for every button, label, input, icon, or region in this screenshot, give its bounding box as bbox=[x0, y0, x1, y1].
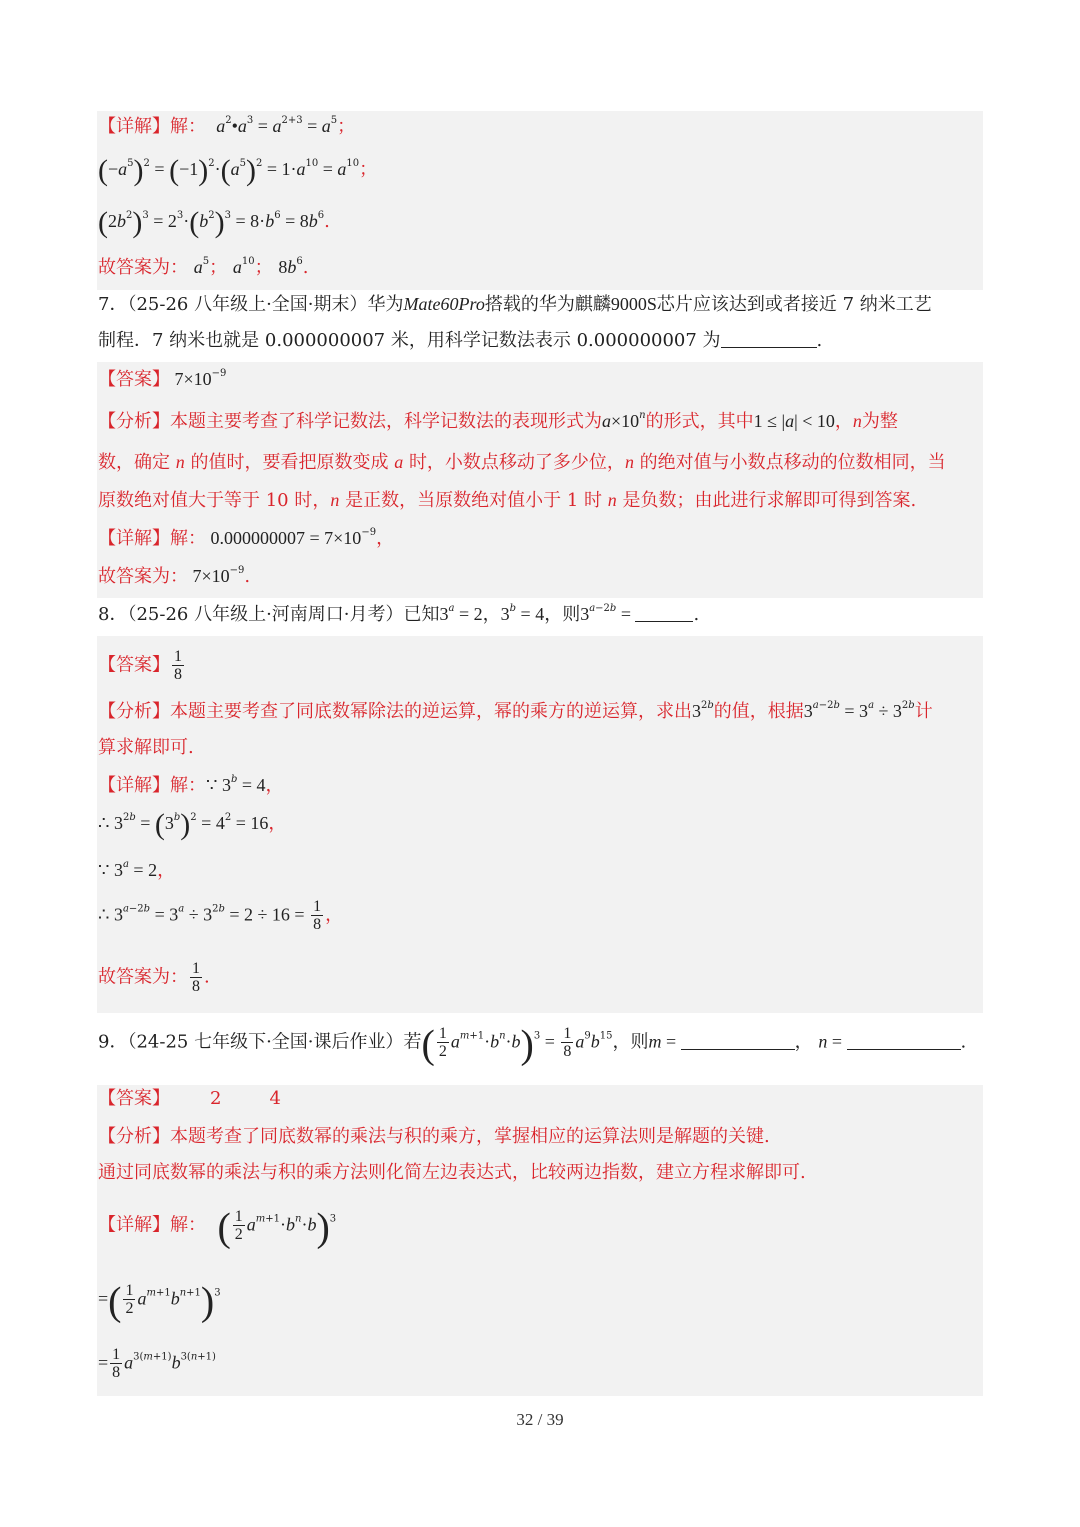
q9-detail-1: 【详解】解： ( $\frac{1}{2}$ $a^{m+1}\cdot b^n\cdot b)^3$ bbox=[98, 1204, 337, 1250]
q9-analysis-line2: 通过同底数幂的乘法与积的乘方法则化简左边表达式，比较两边指数，建立方程求解即可. bbox=[98, 1162, 806, 1183]
page-number: 32 / 39 bbox=[516, 1410, 564, 1429]
q7-analysis-line1: 【分析】本题主要考查了科学记数法，科学记数法的表现形式为$a\times 10^n$的形式，其中1 ≤ |a| < 10，n为整 bbox=[98, 410, 898, 432]
q8-detail-1: 【详解】解：∵ $3^b = 4$， bbox=[98, 774, 284, 796]
q9-n-blank[interactable] bbox=[847, 1033, 961, 1050]
q7-analysis-line3: 原数绝对值大于等于 10 时，n 是正数，当原数绝对值小于 1 时 n 是负数；由此进行求解即可得到答案. bbox=[98, 490, 917, 511]
q9-detail-3: = $\frac{1}{8}$ $a^{3(m+1)}b^{3(n+1)}$ bbox=[98, 1346, 216, 1381]
q8-stem: 8．（25-26 八年级上·河南周口·月考）已知$3^a = 2$，$3^b = 4$，则$3^{a-2b}$ = . bbox=[98, 603, 700, 625]
q8-detail-2: ∴ $3^{2b} = (3^b)^2 = 4^2 = 16$， bbox=[98, 808, 287, 841]
q6-step-2: $(-a^5)^2 = (-1)^2\cdot(a^5)^2 = 1\cdot a^{10} = a^{10}$； bbox=[98, 154, 378, 187]
solution-block-q7 bbox=[97, 362, 983, 598]
q6-final-answer: 故答案为： $a^5$； $a^{10}$； $8b^6$. bbox=[98, 256, 309, 278]
q8-detail-4: ∴ $3^{a-2b} = 3^a \div 3^{2b} = 2 \div 16$ = $\frac{1}{8}$ ， bbox=[98, 898, 344, 933]
q8-detail-3: ∵ $3^a = 2$， bbox=[98, 859, 176, 881]
q9-analysis-line1: 【分析】本题考查了同底数幂的乘法与积的乘方，掌握相应的运算法则是解题的关键. bbox=[98, 1126, 770, 1147]
q8-final-answer: 故答案为： $\frac{1}{8}$ . bbox=[98, 960, 210, 995]
q7-stem-line1: 7．（25-26 八年级上·全国·期末）华为Mate60Pro搭载的华为麒麟9000S芯片应该达到或者接近 7 纳米工艺 bbox=[98, 294, 932, 315]
q9-stem: 9．（24-25 七年级下·全国·课后作业）若( $\frac{1}{2}$ $a^{m+1}\cdot b^n\cdot b)^3$ = $\frac{1}{8}$ $a^9b^{15}$，则m = ， n = . bbox=[98, 1021, 967, 1067]
q8-analysis-line2: 算求解即可. bbox=[98, 737, 194, 758]
q7-detail: 【详解】解： $0.000000007 = 7\times 10^{-9}$， bbox=[98, 527, 395, 549]
q7-final-answer: 故答案为： $7\times 10^{-9}$. bbox=[98, 565, 251, 587]
q9-answer: 【答案】 2 4 bbox=[98, 1088, 281, 1109]
q7-answer-blank[interactable] bbox=[721, 331, 817, 348]
q8-answer: 【答案】 $\frac{1}{8}$ bbox=[98, 648, 182, 683]
q6-step-3: $(2b^2)^3 = 2^3\cdot(b^2)^3 = 8\cdot b^6 = 8b^6$. bbox=[98, 206, 330, 239]
q6-detail-line: 【详解】解： $a^2•a^3 = a^{2+3} = a^5$； bbox=[98, 115, 356, 137]
q8-answer-blank[interactable] bbox=[635, 605, 693, 622]
q9-detail-2: =( $\frac{1}{2}$ $a^{m+1}b^{n+1})^3$ bbox=[98, 1278, 221, 1324]
q7-stem-line2: 制程．7 纳米也就是 0.000000007 米，用科学记数法表示 0.000000007 为 . bbox=[98, 330, 823, 351]
q8-analysis-line1: 【分析】本题主要考查了同底数幂除法的逆运算，幂的乘方的逆运算，求出$3^{2b}$的值，根据$3^{a-2b} = 3^a \div 3^{2b}$计 bbox=[98, 700, 933, 722]
q7-answer: 【答案】 $7\times 10^{-9}$ bbox=[98, 368, 227, 390]
q9-m-blank[interactable] bbox=[681, 1033, 795, 1050]
q7-analysis-line2: 数，确定 n 的值时，要看把原数变成 a 时，小数点移动了多少位，n 的绝对值与小数点移动的位数相同，当 bbox=[98, 452, 946, 473]
